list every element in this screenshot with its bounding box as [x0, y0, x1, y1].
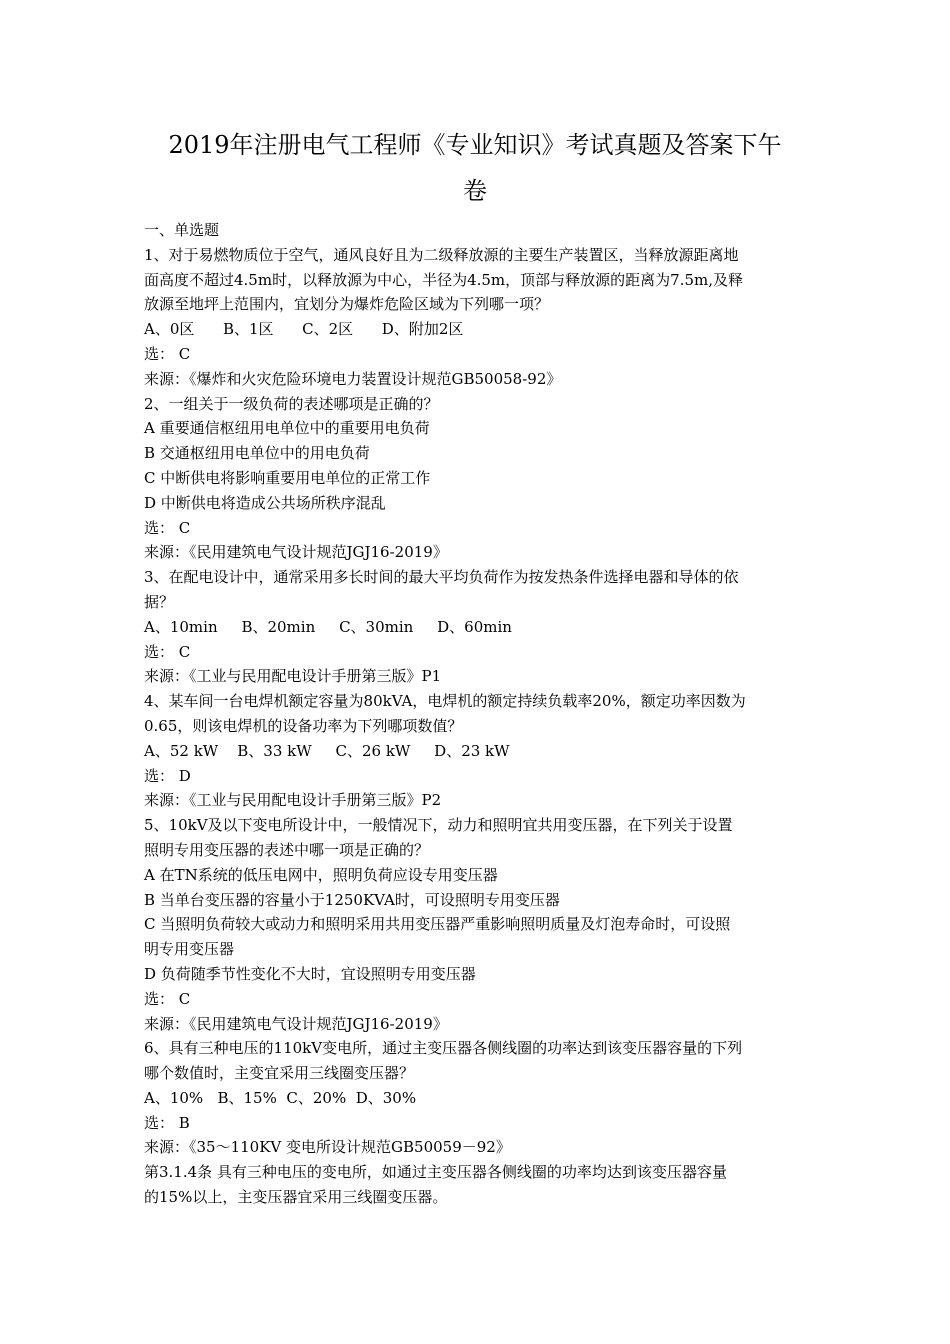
text-line: 来源：《爆炸和火灾危险环境电力装置设计规范GB50058-92》: [144, 369, 562, 388]
text-line: 0.65，则该电焊机的设备功率为下列哪项数值？: [144, 716, 463, 735]
text-line: D 负荷随季节性变化不大时，宜设照明专用变压器: [144, 964, 476, 983]
text-line: B 交通枢纽用电单位中的用电负荷: [144, 444, 370, 463]
text-line: 6、具有三种电压的110kV变电所，通过主变压器各侧线圈的功率达到该变压器容量的下列: [144, 1039, 743, 1058]
text-line: A、0区 B、1区 C、2区 D、附加2区: [144, 320, 464, 339]
text-line: A、10% B、15% C、20% D、30%: [144, 1088, 417, 1107]
text-line: 选： C: [144, 989, 191, 1008]
text-line: 来源：《35～110KV 变电所设计规范GB50059－92》: [144, 1138, 511, 1157]
text-line: 明专用变压器: [144, 940, 235, 959]
text-line: 5、10kV及以下变电所设计中，一般情况下，动力和照明宜共用变压器，在下列关于设置: [144, 816, 733, 835]
text-line: 4、某车间一台电焊机额定容量为80kVA，电焊机的额定持续负载率20%，额定功率因数为: [144, 692, 746, 711]
text-line: 2、一组关于一级负荷的表述哪项是正确的？: [144, 394, 439, 413]
text-line: 选： C: [144, 344, 191, 363]
text-line: A 重要通信枢纽用电单位中的重要用电负荷: [144, 419, 430, 438]
text-line: 来源：《民用建筑电气设计规范JGJ16-2019》: [144, 543, 448, 562]
text-line: 第3.1.4条 具有三种电压的变电所，如通过主变压器各侧线圈的功率均达到该变压器容量: [144, 1163, 727, 1182]
title-line-2: 卷: [463, 177, 487, 205]
document-body: [144, 218, 810, 1210]
text-line: 据？: [144, 592, 175, 611]
text-line: 照明专用变压器的表述中哪一项是正确的？: [144, 840, 430, 859]
text-line: C 中断供电将影响重要用电单位的正常工作: [144, 468, 431, 487]
text-line: 选： D: [144, 766, 191, 785]
document-title: [120, 122, 830, 214]
text-line: 一、单选题: [144, 221, 220, 239]
title-line-1: 2019年注册电气工程师《专业知识》考试真题及答案下午: [168, 131, 782, 159]
text-line: 3、在配电设计中，通常采用多长时间的最大平均负荷作为按发热条件选择电器和导体的依: [144, 568, 739, 587]
text-line: 的15%以上，主变压器宜采用三线圈变压器。: [144, 1188, 448, 1207]
text-line: A、52 kW B、33 kW C、26 kW D、23 kW: [144, 741, 510, 760]
text-line: 来源：《工业与民用配电设计手册第三版》P2: [144, 791, 442, 810]
text-line: 来源：《工业与民用配电设计手册第三版》P1: [144, 667, 442, 686]
text-line: A、10min B、20min C、30min D、60min: [144, 617, 512, 636]
text-line: A 在TN系统的低压电网中，照明负荷应设专用变压器: [144, 865, 498, 884]
text-line: 1、对于易燃物质位于空气，通风良好且为二级释放源的主要生产装置区，当释放源距离地: [144, 245, 739, 264]
text-line: 放源至地坪上范围内，宜划分为爆炸危险区域为下列哪一项？: [144, 295, 550, 314]
text-line: D 中断供电将造成公共场所秩序混乱: [144, 493, 386, 512]
text-line: 哪个数值时，主变宜采用三线圈变压器？: [144, 1064, 415, 1083]
text-line: 面高度不超过4.5m时，以释放源为中心，半径为4.5m，顶部与释放源的距离为7.5m,及释: [144, 270, 744, 289]
text-line: 选： C: [144, 518, 191, 537]
text-line: 选： C: [144, 642, 191, 661]
text-line: 选： B: [144, 1113, 190, 1132]
text-line: B 当单台变压器的容量小于1250KVA时，可设照明专用变压器: [144, 890, 560, 909]
text-line: 来源：《民用建筑电气设计规范JGJ16-2019》: [144, 1014, 448, 1033]
text-line: C 当照明负荷较大或动力和照明采用共用变压器严重影响照明质量及灯泡寿命时，可设照: [144, 915, 731, 934]
